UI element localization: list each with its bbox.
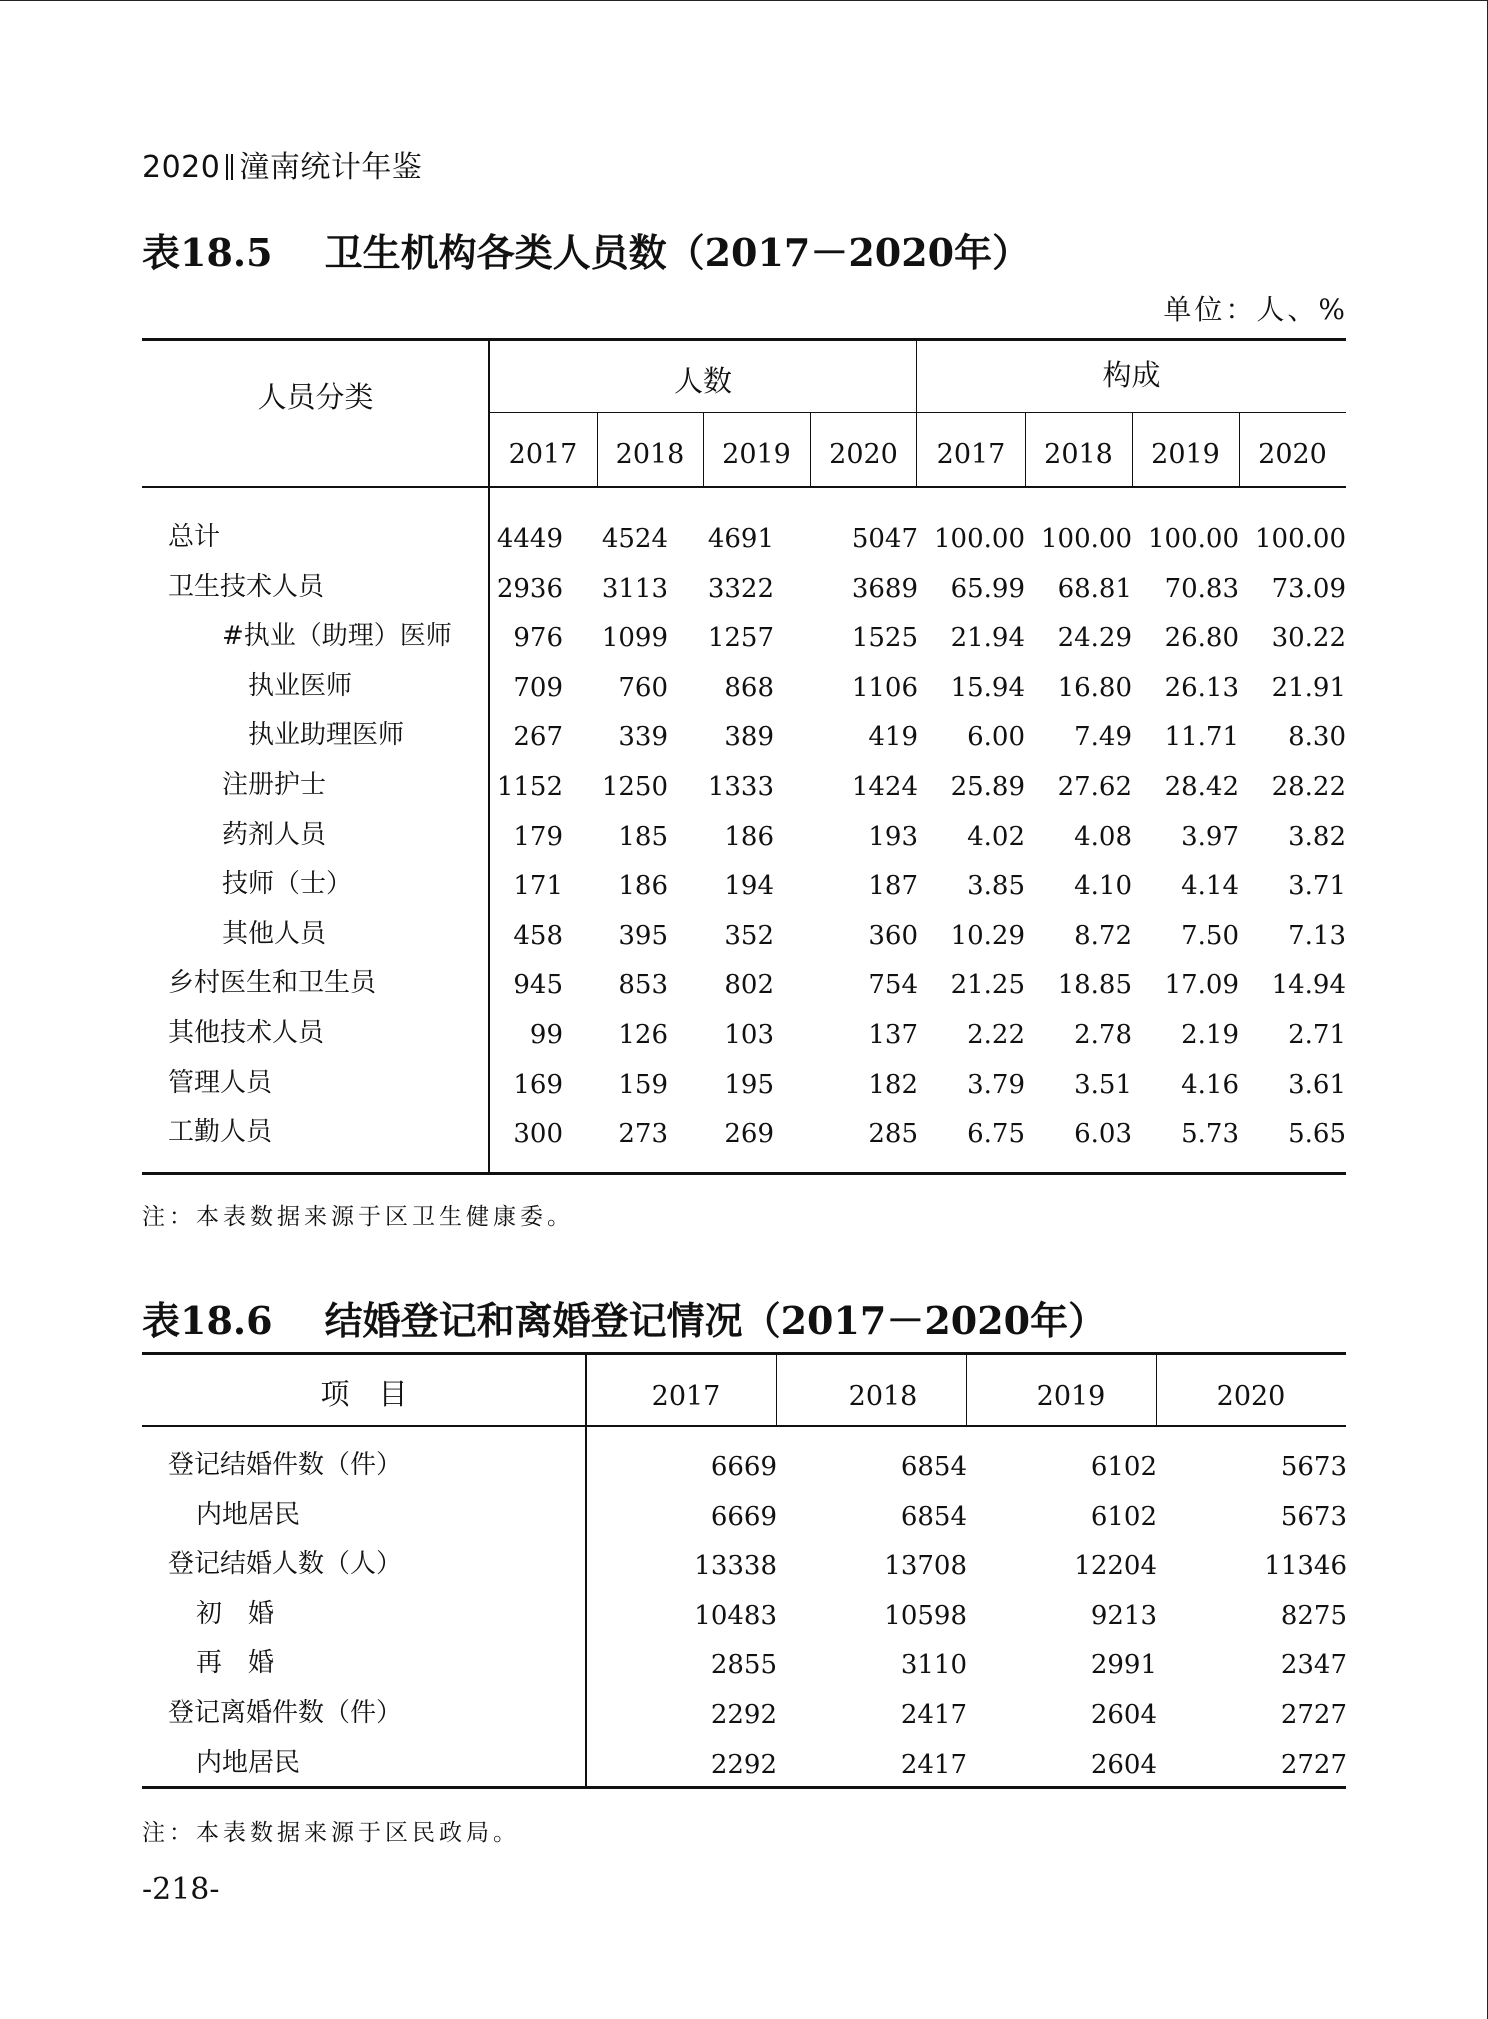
table1-cell: 5.65 — [1288, 1119, 1346, 1150]
table1-cell: 3689 — [851, 573, 918, 604]
table2-cell: 2855 — [710, 1650, 777, 1681]
table1-cell: 2.71 — [1288, 1020, 1346, 1050]
table1-cell: 4449 — [496, 524, 563, 554]
table2-cell: 5673 — [1280, 1452, 1347, 1482]
table1-row-label: 管理人员 — [168, 1067, 273, 1098]
table2-title-text: 结婚登记和离婚登记情况（2017－2020年） — [324, 1298, 1107, 1343]
table1-cell: 1257 — [707, 623, 774, 654]
table1-cell: 1152 — [496, 772, 563, 802]
table1-cell: 171 — [513, 871, 563, 902]
table1-cell: 760 — [618, 672, 668, 703]
table2-cell: 2292 — [710, 1749, 777, 1780]
table1-cell: 3.79 — [967, 1069, 1025, 1100]
table1-row-label: 总计 — [168, 522, 221, 552]
table1-cell: 18.85 — [1057, 970, 1132, 1001]
table1-cell: 28.22 — [1271, 772, 1346, 802]
table1-cell: 182 — [868, 1069, 918, 1100]
table1-cell: 945 — [513, 970, 563, 1001]
table1-cell: 389 — [724, 722, 774, 753]
table2-cell: 12204 — [1074, 1551, 1157, 1582]
table1-cell: 7.13 — [1288, 920, 1346, 951]
table1-cell: 339 — [618, 722, 668, 753]
table1-cell: 8.30 — [1288, 722, 1346, 753]
table1-row-label: 执业医师 — [248, 670, 353, 701]
table1-bottom-rule — [142, 1172, 1346, 1175]
table1-cell: 976 — [513, 623, 563, 654]
table1-cell: 7.49 — [1074, 722, 1132, 753]
table1-row-header: 人员分类 — [257, 380, 374, 414]
table2-cell: 8275 — [1280, 1600, 1347, 1631]
page-top-border — [0, 0, 1488, 1]
table1-top-rule — [142, 338, 1346, 341]
table1-year-header: 2018 — [615, 439, 685, 470]
table1-cell: 194 — [724, 871, 774, 902]
table1-cell: 68.81 — [1057, 573, 1132, 604]
table2-row-label: 登记离婚件数（件） — [168, 1698, 403, 1728]
table1-cell: 28.42 — [1164, 772, 1239, 802]
table1-cell: 6.00 — [967, 722, 1025, 753]
table1-cell: 419 — [868, 722, 918, 753]
table1-cell: 159 — [618, 1069, 668, 1100]
table1-cell: 709 — [513, 672, 563, 703]
table1-row-label: 执业助理医师 — [248, 720, 405, 751]
table2-cell: 6669 — [710, 1501, 777, 1532]
table1-row-label: 工勤人员 — [168, 1117, 273, 1148]
table2-year-header: 2019 — [1036, 1381, 1106, 1412]
table1-cell: 6.03 — [1074, 1119, 1132, 1150]
table2-cell: 11346 — [1264, 1551, 1347, 1582]
table1-cell: 3113 — [601, 573, 668, 604]
table1-cell: 4.08 — [1074, 821, 1132, 852]
page-number: -218- — [142, 1872, 220, 1907]
table1-cell: 4524 — [601, 524, 668, 554]
table1-cell: 4.10 — [1074, 871, 1132, 902]
table1-row-label: 技师（士） — [222, 869, 353, 900]
table1-cell: 30.22 — [1271, 623, 1346, 654]
table1-unit: 单位：人、% — [1163, 293, 1348, 326]
table2-row-label: 登记结婚人数（人） — [168, 1549, 403, 1580]
table1-cell: 285 — [868, 1119, 918, 1150]
table1-cell: 1333 — [707, 772, 774, 802]
table2-year-header: 2018 — [848, 1381, 918, 1412]
table1-cell: 4.02 — [967, 821, 1025, 852]
table1-year-header: 2018 — [1044, 439, 1113, 470]
table2-header-rule — [142, 1425, 1346, 1427]
table2-year-divider — [966, 1354, 967, 1426]
table2-cell: 2347 — [1280, 1650, 1347, 1681]
table1-cell: 2.22 — [967, 1020, 1025, 1050]
table2-year-divider — [776, 1354, 777, 1426]
table1-cell: 15.94 — [950, 672, 1025, 703]
table1-cell: 17.09 — [1164, 970, 1239, 1001]
table2-row-label: 内地居民 — [196, 1499, 301, 1530]
table1-cell: 3.61 — [1288, 1069, 1346, 1100]
table1-cell: 21.25 — [950, 970, 1025, 1001]
table1-cell: 5047 — [851, 524, 918, 554]
table1-cell: 267 — [513, 722, 563, 753]
table1-cell: 25.89 — [950, 772, 1025, 802]
running-header — [142, 142, 422, 186]
table1-note: 注：本表数据来源于区卫生健康委。 — [142, 1204, 574, 1230]
table1-cell: 126 — [618, 1020, 668, 1050]
table1-cell: 11.71 — [1164, 722, 1239, 753]
table1-number: 表18.5 — [142, 230, 273, 275]
table1-cell: 100.00 — [934, 524, 1025, 554]
table1-cell: 3.51 — [1074, 1069, 1132, 1100]
table2-cell: 6102 — [1090, 1452, 1157, 1482]
table2-row-header: 项 目 — [320, 1377, 408, 1411]
table1-cell: 3.85 — [967, 871, 1025, 902]
table1-cell: 2.78 — [1074, 1020, 1132, 1050]
table2-cell: 2417 — [900, 1700, 967, 1730]
table1-group-composition: 构成 — [1102, 358, 1161, 392]
table1-year-header: 2017 — [936, 439, 1006, 470]
table1-cell: 99 — [529, 1020, 563, 1050]
table1-title-text: 卫生机构各类人员数（2017－2020年） — [324, 230, 1031, 275]
table1-cell: 352 — [724, 920, 774, 951]
table1-cell: 100.00 — [1041, 524, 1132, 554]
table1-cell: 2.19 — [1181, 1020, 1239, 1050]
table1-cell: 3322 — [707, 573, 774, 604]
table1-title — [142, 222, 1030, 277]
table1-cell: 3.97 — [1181, 821, 1239, 852]
table1-cell: 103 — [724, 1020, 774, 1050]
table1-row-label: 乡村医生和卫生员 — [168, 968, 377, 999]
table1-group-count: 人数 — [673, 364, 732, 398]
table2-cell: 3110 — [900, 1650, 967, 1681]
table2-cell: 6669 — [710, 1452, 777, 1482]
table1-cell: 179 — [513, 821, 563, 852]
table1-cell: 8.72 — [1074, 920, 1132, 951]
table2-number: 表18.6 — [142, 1298, 273, 1343]
table2-year-divider — [1156, 1354, 1157, 1426]
table2-cell: 2727 — [1280, 1700, 1347, 1730]
table2-year-header: 2020 — [1216, 1381, 1286, 1412]
table2-cell: 13708 — [884, 1551, 967, 1582]
table1-group-rule — [489, 412, 1346, 413]
table1-cell: 100.00 — [1255, 524, 1346, 554]
table1-cell: 7.50 — [1181, 920, 1239, 951]
table1-year-header: 2019 — [1151, 439, 1220, 470]
table2-cell: 13338 — [694, 1551, 777, 1582]
table2-row-label: 再 婚 — [196, 1648, 275, 1679]
table1-row-label: #执业（助理）医师 — [222, 621, 452, 652]
table1-cell: 186 — [618, 871, 668, 902]
table1-row-label: 其他技术人员 — [168, 1018, 325, 1048]
table1-cell: 4.16 — [1181, 1069, 1239, 1100]
table1-cell: 3.71 — [1288, 871, 1346, 902]
table1-cell: 4.14 — [1181, 871, 1239, 902]
table1-cell: 1250 — [601, 772, 668, 802]
table2-top-rule — [142, 1352, 1346, 1355]
table2-row-label: 登记结婚件数（件） — [168, 1450, 403, 1480]
header-book-title: 潼南统计年鉴 — [239, 150, 423, 185]
table1-cell: 2936 — [496, 573, 563, 604]
table1-cell: 395 — [618, 920, 668, 951]
table1-header-rule — [142, 486, 1346, 488]
table1-cell: 360 — [868, 920, 918, 951]
table1-cell: 26.13 — [1164, 672, 1239, 703]
table1-cell: 185 — [618, 821, 668, 852]
table1-cell: 100.00 — [1148, 524, 1239, 554]
table1-cell: 4691 — [707, 524, 774, 554]
table2-cell: 6854 — [900, 1452, 967, 1482]
table1-cell: 65.99 — [950, 573, 1025, 604]
table1-cell: 868 — [724, 672, 774, 703]
table2-note: 注：本表数据来源于区民政局。 — [142, 1820, 520, 1846]
table1-year-header: 2017 — [508, 439, 578, 470]
table1-cell: 269 — [724, 1119, 774, 1150]
table1-cell: 186 — [724, 821, 774, 852]
table1-cell: 24.29 — [1057, 623, 1132, 654]
table2-cell: 6102 — [1090, 1501, 1157, 1532]
table1-cell: 21.94 — [950, 623, 1025, 654]
table2-cell: 5673 — [1280, 1501, 1347, 1532]
table1-cell: 1424 — [851, 772, 918, 802]
table1-cell: 187 — [868, 871, 918, 902]
table2-cell: 2417 — [900, 1749, 967, 1780]
table2-bottom-rule — [142, 1786, 1346, 1789]
table1-cell: 802 — [724, 970, 774, 1001]
table2-cell: 6854 — [900, 1501, 967, 1532]
table1-cell: 27.62 — [1057, 772, 1132, 802]
table1-cell: 754 — [868, 970, 918, 1001]
table1-cell: 16.80 — [1057, 672, 1132, 703]
table1-cell: 3.82 — [1288, 821, 1346, 852]
table1-year-header: 2020 — [1258, 439, 1327, 470]
table2-cell: 2604 — [1090, 1700, 1157, 1730]
table1-cell: 853 — [618, 970, 668, 1001]
table1-cell: 73.09 — [1271, 573, 1346, 604]
header-year: 2020 — [142, 150, 221, 185]
table1-cell: 195 — [724, 1069, 774, 1100]
table1-cell: 1525 — [851, 623, 918, 654]
table1-cell: 1099 — [601, 623, 668, 654]
table2-cell: 10483 — [694, 1600, 777, 1631]
table1-cell: 10.29 — [950, 920, 1025, 951]
table1-cell: 169 — [513, 1069, 563, 1100]
table2-cell: 10598 — [884, 1600, 967, 1631]
header-separator — [226, 154, 233, 180]
table1-row-label: 药剂人员 — [222, 819, 327, 850]
table2-cell: 9213 — [1090, 1600, 1157, 1631]
table1-cell: 14.94 — [1271, 970, 1346, 1001]
table2-cell: 2991 — [1090, 1650, 1157, 1681]
table1-cell: 273 — [618, 1119, 668, 1150]
table1-year-header: 2020 — [829, 439, 898, 470]
table2-year-header: 2017 — [651, 1381, 721, 1412]
table2-row-label: 初 婚 — [196, 1598, 275, 1629]
table1-row-label: 注册护士 — [222, 770, 327, 800]
table1-year-header: 2019 — [722, 439, 791, 470]
table1-cell: 300 — [513, 1119, 563, 1150]
table2-title — [142, 1290, 1106, 1345]
table2-cell: 2292 — [710, 1700, 777, 1730]
table1-cell: 193 — [868, 821, 918, 852]
table1-row-label: 卫生技术人员 — [168, 571, 325, 602]
table1-cell: 6.75 — [967, 1119, 1025, 1150]
table2-row-label: 内地居民 — [196, 1747, 301, 1778]
table1-cell: 458 — [513, 920, 563, 951]
table1-cell: 1106 — [851, 672, 918, 703]
table2-divider-label — [585, 1354, 587, 1786]
table1-cell: 26.80 — [1164, 623, 1239, 654]
table1-row-label: 其他人员 — [222, 918, 327, 949]
table2-cell: 2604 — [1090, 1749, 1157, 1780]
table1-cell: 5.73 — [1181, 1119, 1239, 1150]
table2-cell: 2727 — [1280, 1749, 1347, 1780]
table1-cell: 70.83 — [1164, 573, 1239, 604]
table1-cell: 21.91 — [1271, 672, 1346, 703]
table1-cell: 137 — [868, 1020, 918, 1050]
